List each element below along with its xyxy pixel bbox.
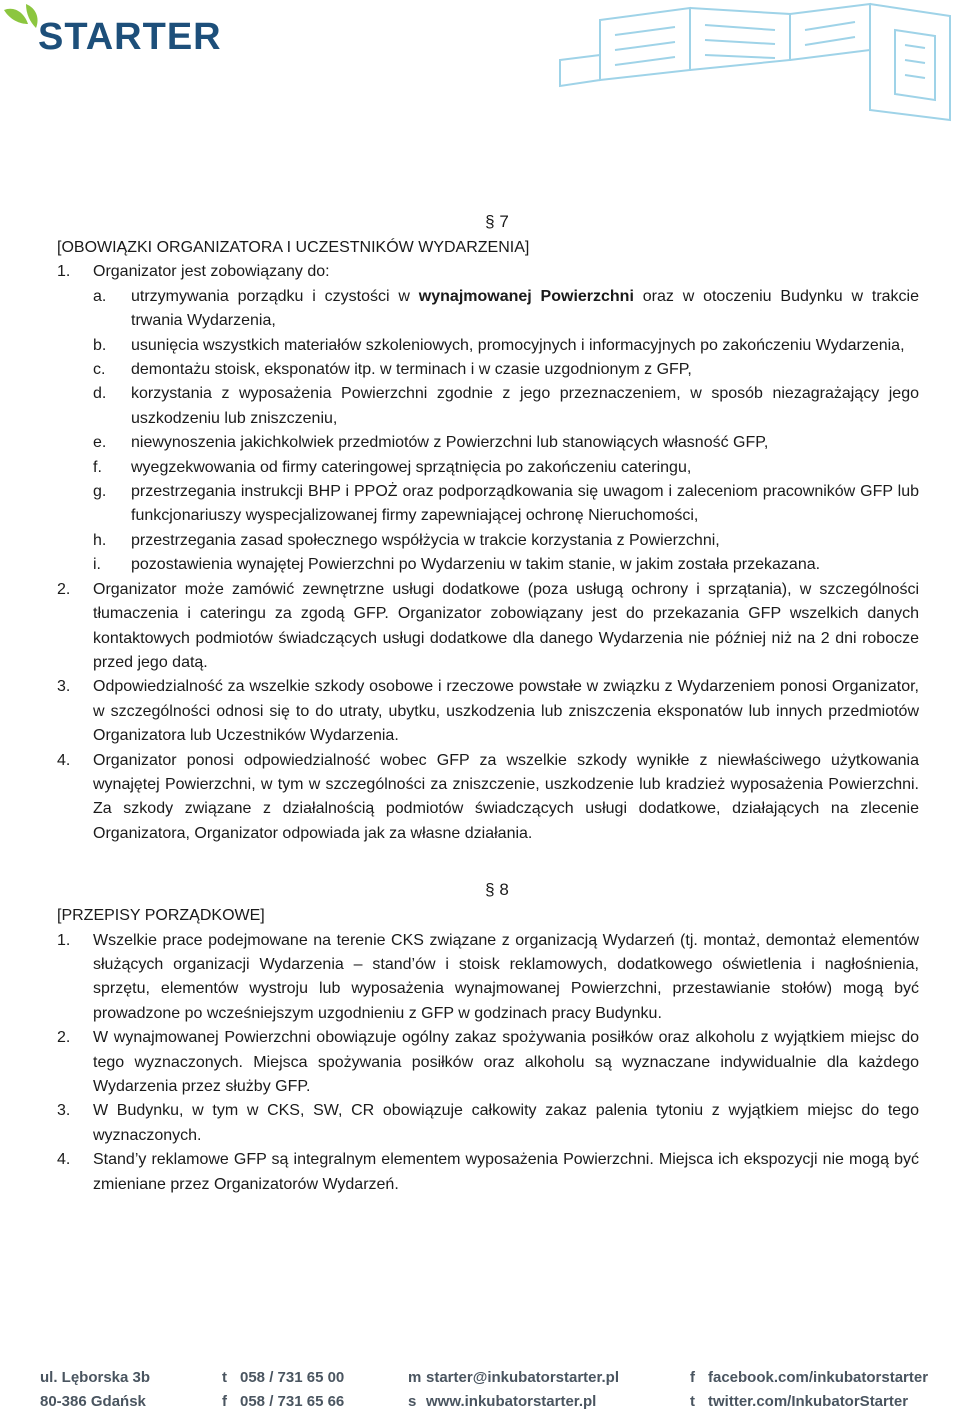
section-7-sign: § 7 [485, 212, 509, 231]
item-text: Odpowiedzialność za wszelkie szkody osobowe i rzeczowe powstałe w związku z Wydarzeniem ponosi Organizator, w szczególności odnosi się to do utraty, ubytku, uszkodzenia lub zniszczenia eksponatów lub innych przedmiotów Organizatora lub Uczestników Wydarzenia. [93, 678, 919, 745]
subitem [57, 480, 919, 529]
starter-logo [0, 2, 222, 64]
item-number: 3. [57, 678, 71, 696]
item-text: Wszelkie prace podejmowane na terenie CKS związane z organizacją Wydarzeń (tj. montaż, demontaż elementów służących organizacji Wydarzenia – stand’ów i stoisk reklamowych, dodatkowego oświetlenia i nagłośnienia, sprzętu, elementów wystroju lub wyposażenia wynajmowanej Powierzchni, przestawianie stołów) mogą być prowadzone po wcześniejszym uzgodnieniu z GFP w godzinach pracy Budynku. [93, 931, 919, 1022]
list-item [57, 260, 919, 284]
item-number: 4. [57, 1151, 71, 1169]
fax-number: 058 / 731 65 66 [240, 1393, 345, 1410]
list-item [57, 749, 919, 847]
subitem [57, 456, 919, 480]
email-link[interactable]: starter@inkubatorstarter.pl [426, 1369, 620, 1386]
subitem-text: usunięcia wszystkich materiałów szkoleniowych, promocyjnych i informacyjnych po zakończeniu Wydarzenia, [131, 336, 905, 354]
item-text: W wynajmowanej Powierzchni obowiązuje ogólny zakaz spożywania posiłków oraz alkoholu z wyjątkiem miejsc do tego wyznaczonych. Miejsca spożywania posiłków oraz alkoholu są wyznaczane indywidualnie dla każdego Wydarzenia przez służby GFP. [93, 1029, 919, 1095]
subitem-text: korzystania z wyposażenia Powierzchni zgodnie z jego przeznaczeniem, w sposób niezagrażający jego uszkodzeniu lub zniszczeniu, [131, 385, 919, 427]
item-text: Organizator jest zobowiązany do: [93, 263, 330, 281]
section-spacer [57, 846, 919, 876]
list-item [57, 578, 919, 676]
subitem-letter: f. [93, 458, 102, 476]
list-item [57, 675, 919, 748]
item-number: 4. [57, 751, 71, 769]
phone-number: 058 / 731 65 00 [240, 1369, 345, 1386]
subitem-letter: e. [93, 434, 107, 452]
subitem-letter: a. [93, 287, 107, 305]
subitem-letter: h. [93, 531, 107, 549]
subitem-bold-text: wynajmowanej Powierzchni [418, 287, 634, 305]
address-line-2: 80-386 Gdańsk [40, 1393, 146, 1410]
list-item [57, 1026, 919, 1099]
subitem-text [131, 285, 919, 334]
twitter-icon: t [690, 1393, 695, 1410]
list-item [57, 1099, 919, 1148]
subitem-text-part: utrzymywania porządku i czystości w [131, 287, 419, 305]
item-number: 2. [57, 580, 71, 598]
subitem [57, 334, 919, 358]
subitem [57, 285, 919, 334]
item-text: Organizator może zamówić zewnętrzne usługi dodatkowe (poza usługą ochrony i sprzątania), w szczególności tłumaczenia i cateringu za zgodą GFP. Organizator zobowiązany jest do przekazania GFP wszelkich danych kontaktowych podmiotów świadczących usługi dodatkowe dla danego Wydarzenia nie później niż na 2 dni robocze przed jego datą. [93, 580, 919, 671]
subitem-text-part: oraz w otoczeniu Budynku w trakcie trwania Wydarzenia, [131, 287, 920, 330]
subitem-text: demontażu stoisk, eksponatów itp. w terminach i w czasie uzgodnionym z GFP, [131, 361, 692, 379]
item-number: 1. [57, 931, 71, 949]
subitem-letter: b. [93, 336, 107, 354]
subitem [57, 553, 919, 577]
subitem-letter: d. [93, 385, 107, 403]
subitem [57, 358, 919, 382]
section-8-sign: § 8 [485, 880, 509, 900]
footer-social [690, 1366, 928, 1414]
subitem-text: przestrzegania instrukcji BHP i PPOŻ oraz podporządkowania się uwagom i zaleceniom pracowników GFP lub funkcjonariuszy wyspecjalizowanej firmy zapewniającej ochronę Nieruchomości, [131, 483, 919, 525]
subitem [57, 529, 919, 553]
item-text: Organizator ponosi odpowiedzialność wobec GFP za wszelkie szkody wynikłe z niewłaściwego użytkowania wynajętej Powierzchni, w tym w szczególności za zniszczenie, uszkodzenie lub kradzież wyposażenia Powierzchni. Za szkody związane z działalnością podmiotów świadczących usługi dodatkowe, działających na zlecenie Organizatora, Organizator odpowiada jak za własne działania. [93, 751, 919, 842]
building-graphic [540, 0, 960, 140]
subitem-text: niewynoszenia jakichkolwiek przedmiotów z Powierzchni lub stanowiących własność GFP, [131, 434, 769, 452]
page-header [0, 0, 960, 140]
twitter-link[interactable]: twitter.com/InkubatorStarter [708, 1393, 909, 1410]
logo-text: STARTER [38, 16, 222, 58]
list-item [57, 1148, 919, 1197]
phone-icon: t [222, 1369, 227, 1386]
subitem-letter: i. [93, 556, 101, 574]
mail-icon: m [408, 1369, 422, 1386]
section-7-heading: [OBOWIĄZKI ORGANIZATORA I UCZESTNIKÓW WYDARZENIA] [57, 239, 530, 256]
footer-address [40, 1366, 150, 1414]
subitem-letter: g. [93, 483, 107, 501]
facebook-icon: f [690, 1369, 695, 1386]
subitem-letter: c. [93, 361, 106, 379]
address-line-1: ul. Lęborska 3b [40, 1369, 151, 1386]
subitem-text: pozostawienia wynajętej Powierzchni po Wydarzeniu w takim stanie, w jakim została przekazana. [131, 556, 821, 574]
page-footer [0, 1356, 960, 1422]
subitem-text: wyegzekwowania od firmy cateringowej sprzątnięcia po zakończeniu cateringu, [131, 458, 692, 476]
section-8-heading: [PRZEPISY PORZĄDKOWE] [57, 907, 265, 925]
subitem-text: przestrzegania zasad społecznego współżycia w trakcie korzystania z Powierzchni, [131, 531, 720, 549]
website-link[interactable]: www.inkubatorstarter.pl [426, 1393, 597, 1410]
item-text: W Budynku, w tym w CKS, SW, CR obowiązuje całkowity zakaz palenia tytoniu z wyjątkiem miejsc do tego wyznaczonych. [93, 1102, 919, 1144]
item-number: 1. [57, 263, 71, 281]
footer-phones [222, 1366, 344, 1414]
item-number: 2. [57, 1029, 71, 1047]
item-number: 3. [57, 1102, 71, 1120]
item-text: Stand’y reklamowe GFP są integralnym elementem wyposażenia Powierzchni. Miejsca ich ekspozycji nie mogą być zmieniane przez Organizatorów Wydarzeń. [93, 1151, 919, 1193]
subitem [57, 382, 919, 431]
list-item [57, 929, 919, 1027]
facebook-link[interactable]: facebook.com/inkubatorstarter [708, 1369, 929, 1386]
footer-web [408, 1366, 619, 1414]
document-body [57, 208, 919, 1197]
subitem [57, 431, 919, 455]
site-icon: s [408, 1393, 417, 1410]
fax-icon: f [222, 1393, 227, 1410]
